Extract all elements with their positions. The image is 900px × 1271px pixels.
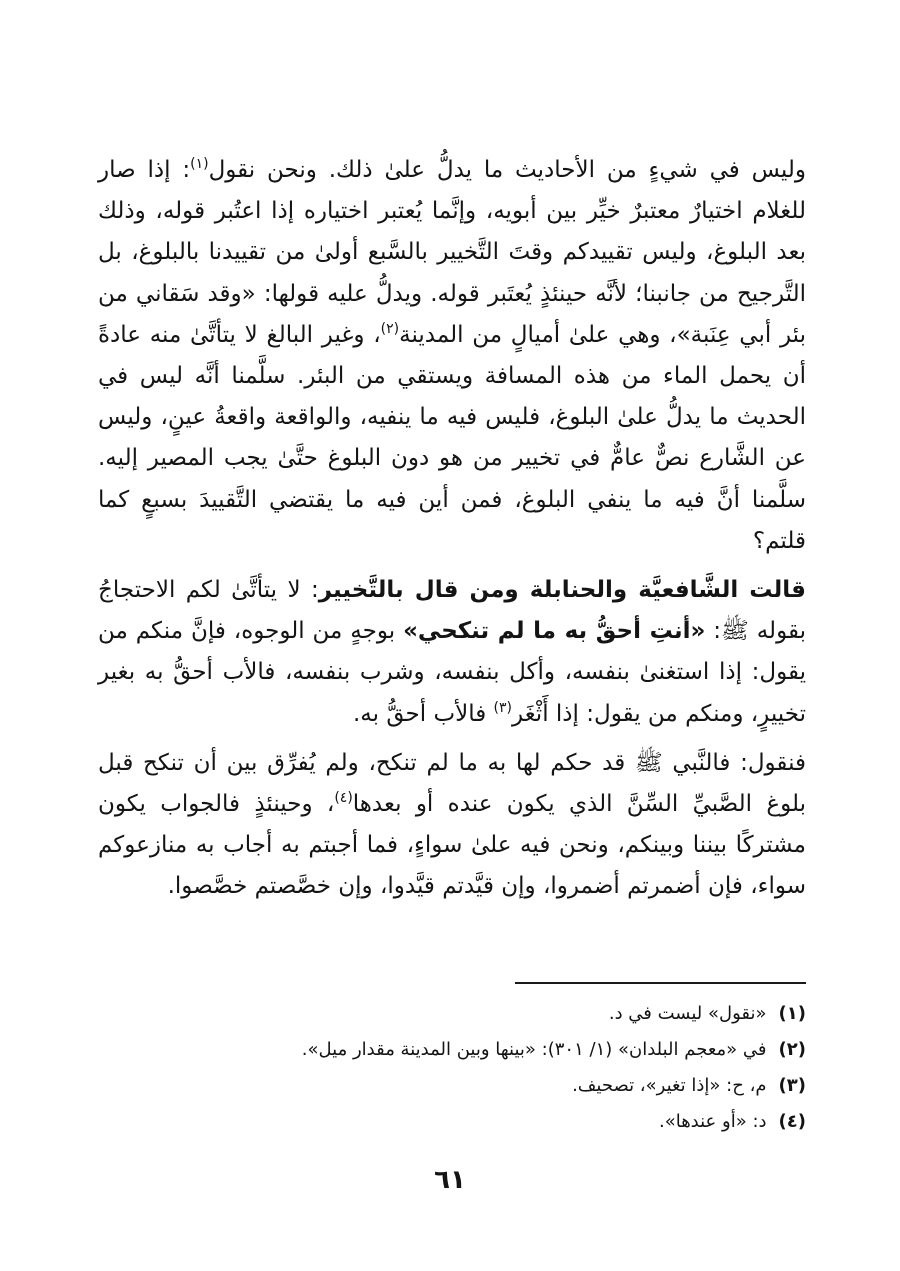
footnote-marker: (١)	[190, 156, 209, 172]
footnote-text: د: «أو عندها».	[658, 1111, 767, 1132]
footnote	[140, 1068, 806, 1104]
footnote	[140, 996, 806, 1032]
text-run: بوجهٍ من الوجوه، فإنَّ منكم من يقول: إذا استغنىٰ بنفسه، وأكل بنفسه، وشرب بنفسه، فالأب أحقُّ به بغير تخييرٍ، ومنكم من يقول: إذا أَثْغَر	[98, 618, 806, 727]
paragraph	[98, 570, 806, 735]
text-run: ، وغير البالغ لا يتأتَّىٰ منه عادةً أن يحمل الماء من هذه المسافة ويستقي من البئر. سلَّمنا أنَّه ليس في الحديث ما يدلُّ علىٰ البلوغ، فليس فيه ما ينفيه، والواقعة واقعةُ عينٍ، وليس عن الشَّارع نصٌّ عامٌّ في تخيير من هو دون البلوغ حتَّىٰ يجب المصير إليه. سلَّمنا أنَّ فيه ما ينفي البلوغ، فمن أين فيه ما يقتضي التَّقييدَ بسبعٍ كما قلتم؟	[98, 321, 806, 554]
paragraph	[98, 743, 806, 908]
footnote	[140, 1104, 806, 1140]
text-run: وليس في شيءٍ من الأحاديث ما يدلُّ علىٰ ذلك. ونحن نقول	[208, 157, 806, 183]
text-run: ، وحينئذٍ فالجواب يكون مشتركًا بيننا وبينكم، ونحن فيه علىٰ سواءٍ، فما أجبتم به أجاب به منازعوكم سواء، فإن أضمرتم أضمروا، وإن قيَّدتم قيَّدوا، وإن خصَّصتم خصَّصوا.	[98, 791, 806, 900]
text-run: فنقول: فالنَّبي ﷺ قد حكم لها به ما لم تنكح، ولم يُفرِّق بين أن تنكح قبل بلوغ الصَّبيِّ السِّنَّ الذي يكون عنده أو بعدها	[98, 749, 806, 818]
paragraph	[98, 150, 806, 562]
footnote-marker: (٣)	[493, 699, 513, 716]
page-number: ٦١	[434, 1165, 466, 1195]
footnotes	[140, 996, 806, 1140]
bold-text: قالت الشَّافعيَّة والحنابلة ومن قال بالتَّخيير	[318, 577, 806, 604]
footnote-number: (٢)	[778, 1039, 806, 1060]
footnote-marker: (٢)	[380, 320, 400, 337]
footnote-text: في «معجم البلدان» (١/ ٣٠١): «بينها وبين المدينة مقدار ميل».	[301, 1039, 767, 1060]
footnote-marker: (٤)	[334, 790, 353, 807]
text-run: فالأب أحقُّ به.	[353, 700, 494, 727]
bold-text: «أنتِ أحقُّ به ما لم تنكحي»	[403, 618, 706, 645]
footnote-number: (٣)	[778, 1075, 806, 1096]
footnote-number: (١)	[778, 1003, 806, 1024]
footnote	[140, 1032, 806, 1068]
footnote-number: (٤)	[778, 1111, 806, 1132]
footnote-text: «نقول» ليست في د.	[608, 1003, 767, 1024]
footnote-divider	[515, 982, 806, 984]
text-run: : إذا صار للغلام اختيارٌ معتبرٌ خيِّر بين أبويه، وإنَّما يُعتبر اختياره إذا اعتُبر قوله، وذلك بعد البلوغ، وليس تقييدكم وقتَ التَّخيير بالسَّبع أولىٰ من تقييدنا بالبلوغ، بل التَّرجيح من جانبنا؛ لأنَّه حينئذٍ يُعتَبر قوله. ويدلُّ عليه قولها: «وقد سَقاني من بئر أبي عِنَبة»، وهي علىٰ أميالٍ من المدينة	[98, 157, 807, 348]
main-text	[98, 150, 806, 908]
text-run: : لا يتأتَّىٰ لكم الاحتجاجُ بقوله ﷺ:	[98, 577, 806, 645]
footnote-text: م، ح: «إذا تغير»، تصحيف.	[572, 1075, 767, 1096]
